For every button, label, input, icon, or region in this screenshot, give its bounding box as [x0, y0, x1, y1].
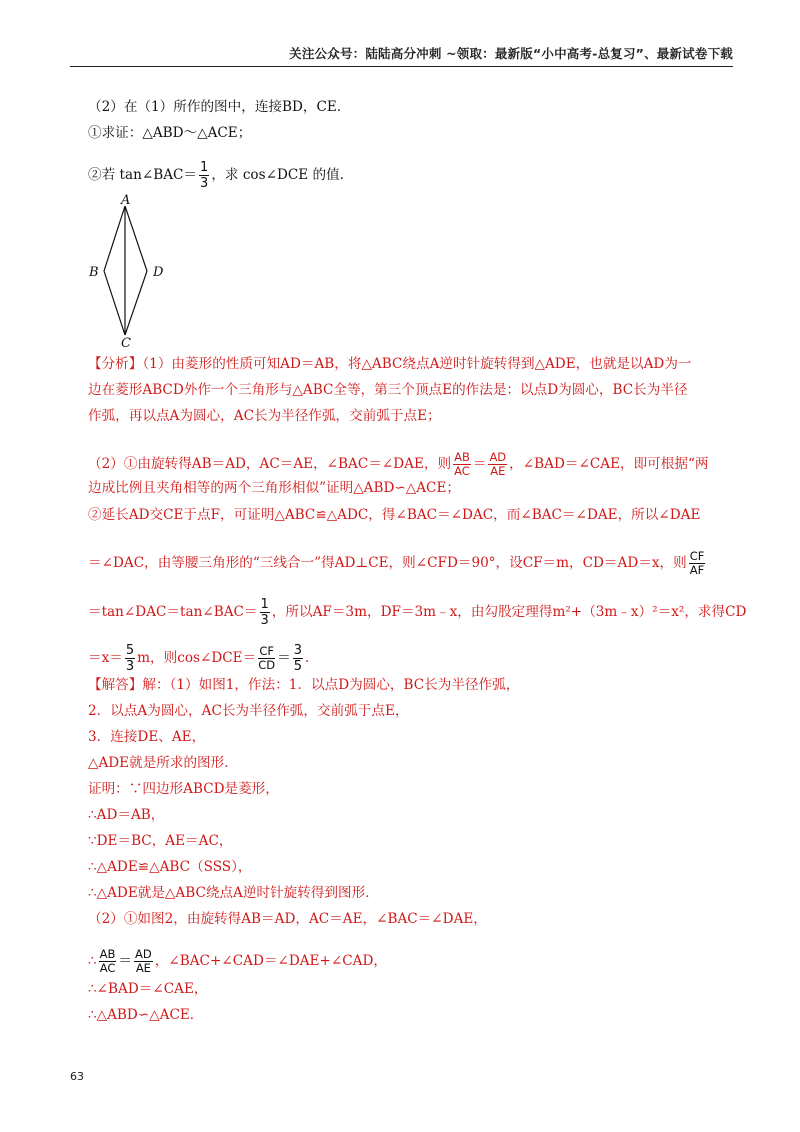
question-text: ②若 tan∠BAC＝	[88, 167, 198, 183]
fraction-ad-ae: $\frac{AD}{AE}$	[489, 450, 507, 478]
page-number: 63	[70, 1070, 84, 1083]
rhombus-figure	[85, 192, 175, 347]
analysis-line-4: （2）①由旋转得AB＝AD，AC＝AE，∠BAC＝∠DAE，则 $\frac{AB}{AC}$ ＝ $\frac{AD}{AE}$ ，∠BAD＝∠CAE，即可根据“两	[88, 450, 709, 478]
analysis-line-9: ＝x＝ $\frac{5}{3}$ m，则cos∠DCE＝ $\frac{CF}{CD}$ ＝ $\frac{3}{5}$ ．	[88, 643, 319, 674]
question-text: ，求 cos∠DCE 的值．	[211, 167, 354, 183]
fraction-one-third-b: $\frac{1}{3}$	[260, 597, 269, 628]
fraction-cf-af: $\frac{CF}{AF}$	[689, 549, 705, 577]
page-header: 关注公众号：陆陆高分冲刺 ~领取：最新版“小中高考-总复习”、最新试卷下载	[70, 44, 733, 67]
fraction-ad-ae-2: $\frac{AD}{AE}$	[135, 947, 152, 975]
analysis-line-2: 边在菱形ABCD外作一个三角形与△ABC全等，第三个顶点E的作法是：以点D为圆心，BC长为半径	[88, 382, 688, 398]
solution-line-12: ∴∠BAD＝∠CAE，	[88, 981, 208, 997]
fraction-one-third	[199, 160, 209, 191]
analysis-line-3: 作弧，再以点A为圆心，AC长为半径作弧，交前弧于点E；	[88, 408, 441, 424]
label-b: B	[89, 265, 99, 280]
fraction-three-fifths: $\frac{3}{5}$	[293, 643, 302, 674]
label-a: A	[121, 193, 131, 208]
fraction-ab-ac: $\frac{AB}{AC}$	[454, 450, 470, 478]
question-line-2: ①求证：△ABD～△ACE；	[88, 125, 252, 141]
label-c: C	[121, 336, 131, 347]
analysis-line-6: ②延长AD交CE于点F，可证明△ABC≌△ADC，得∠BAC＝∠DAC，而∠BAC＝∠DAE，所以∠DAE	[88, 507, 701, 523]
label-d: D	[153, 265, 164, 280]
analysis-line-1: 【分析】（1）由菱形的性质可知AD＝AB，将△ABC绕点A逆时针旋转得到△ADE，也就是以AD为一	[88, 356, 692, 372]
denominator: 3	[200, 176, 209, 191]
solution-line-4: △ADE就是所求的图形．	[88, 755, 238, 771]
fraction-five-thirds: $\frac{5}{3}$	[125, 643, 135, 674]
solution-line-13: ∴△ABD∽△ACE．	[88, 1007, 204, 1023]
solution-line-6: ∴AD＝AB，	[88, 807, 165, 823]
analysis-line-7: ＝∠DAC，由等腰三角形的“三线合一”得AD⊥CE，则∠CFD＝90°，设CF＝m，CD＝AD＝x，则 $\frac{CF}{AF}$	[88, 549, 705, 577]
fraction-ab-ac-2: $\frac{AB}{AC}$	[99, 947, 116, 975]
analysis-line-8: ＝tan∠DAC＝tan∠BAC＝ $\frac{1}{3}$ ，所以AF＝3m，DF＝3m﹣x，由勾股定理得m²+（3m﹣x）²＝x²，求得CD	[88, 597, 747, 628]
solution-line-5: 证明：∵四边形ABCD是菱形，	[88, 781, 279, 797]
solution-line-11: ∴ $\frac{AB}{AC}$ ＝ $\frac{AD}{AE}$ ，∠BAC+∠CAD＝∠DAE+∠CAD，	[88, 947, 387, 975]
analysis-line-5: 边成比例且夹角相等的两个三角形相似”证明△ABD∽△ACE；	[88, 480, 460, 496]
question-line-3	[88, 160, 353, 191]
fraction-cf-cd: $\frac{CF}{CD}$	[258, 644, 276, 672]
solution-line-3: 3．连接DE、AE，	[88, 729, 206, 745]
question-line-1: （2）在（1）所作的图中，连接BD，CE．	[88, 99, 351, 115]
solution-line-1: 【解答】解：（1）如图1，作法：1．以点D为圆心，BC长为半径作弧，	[88, 677, 520, 693]
solution-line-8: ∴△ADE≌△ABC（SSS），	[88, 859, 252, 875]
numerator: 1	[200, 160, 209, 175]
solution-line-2: 2．以点A为圆心，AC长为半径作弧，交前弧于点E，	[88, 703, 409, 719]
solution-line-7: ∵DE＝BC，AE＝AC，	[88, 833, 233, 849]
solution-line-10: （2）①如图2，由旋转得AB＝AD，AC＝AE，∠BAC＝∠DAE，	[88, 911, 487, 927]
solution-line-9: ∴△ADE就是△ABC绕点A逆时针旋转得到图形．	[88, 885, 379, 901]
